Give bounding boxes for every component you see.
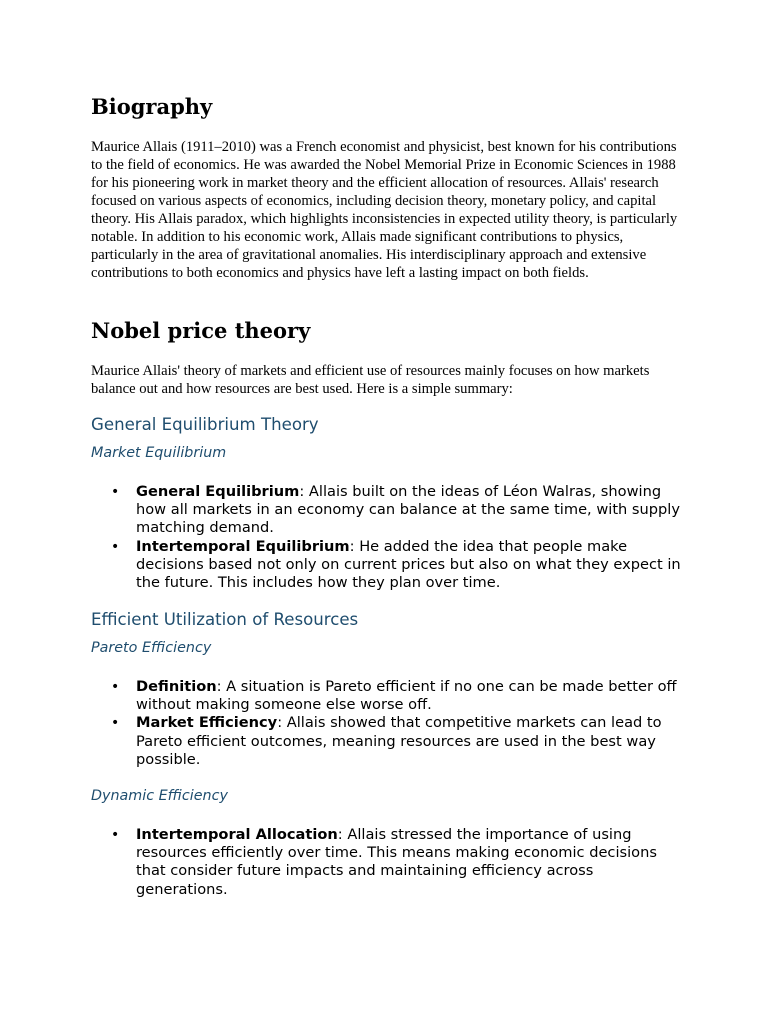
biography-paragraph: Maurice Allais (1911–2010) was a French economist and physicist, best known for his contributions to the field of economics. He was awarded the Nobel Memorial Prize in Economic Sciences in 1988 for his pioneering work in market theory and the efficient allocation of resources. Allais' research focused on various aspects of economics, including decision theory, monetary policy, and capital theory. His Allais paradox, which highlights inconsistencies in expected utility theory, is particularly notable. In addition to his economic work, Allais made significant contributions to physics, particularly in the area of gravitational anomalies. His interdisciplinary approach and extensive contributions to both economics and physics have left a lasting impact on both fields. xyxy=(91,139,678,281)
list-item-term: Intertemporal Equilibrium xyxy=(136,537,350,555)
general-equilibrium-heading: General Equilibrium Theory xyxy=(91,415,319,434)
list-item-term: Intertemporal Allocation xyxy=(136,826,338,843)
dynamic-efficiency-list xyxy=(91,826,691,899)
dynamic-efficiency-subheading: Dynamic Efficiency xyxy=(91,788,228,804)
efficient-utilization-heading: Efficient Utilization of Resources xyxy=(91,610,359,629)
list-item xyxy=(91,483,684,538)
bullet-icon: • xyxy=(111,484,120,500)
list-item-text: : Allais stressed the importance of using resources efficiently over time. This means making economic decisions that consider future impacts and maintaining efficiency across generations. xyxy=(136,826,657,898)
list-item-term: General Equilibrium xyxy=(136,483,300,500)
bullet-icon: • xyxy=(111,827,120,843)
list-item xyxy=(91,538,684,593)
list-item-text: : A situation is Pareto efficient if no one can be made better off without making someone else worse off. xyxy=(136,678,677,714)
list-item xyxy=(91,714,684,769)
list-item-text: : Allais built on the ideas of Léon Walras, showing how all markets in an economy can balance at the same time, with supply matching demand. xyxy=(136,483,680,537)
pareto-efficiency-list xyxy=(91,678,691,769)
list-item xyxy=(91,826,684,899)
list-item-term: Market Efficiency xyxy=(136,714,278,732)
pareto-efficiency-subheading: Pareto Efficiency xyxy=(91,640,212,656)
market-equilibrium-subheading: Market Equilibrium xyxy=(91,445,227,461)
nobel-intro-paragraph: Maurice Allais' theory of markets and efficient use of resources mainly focuses on how markets balance out and how resources are best used. Here is a simple summary: xyxy=(91,363,650,397)
list-item xyxy=(91,678,684,714)
market-equilibrium-list xyxy=(91,483,691,592)
list-item-term: Definition xyxy=(136,678,217,695)
list-item-text: : He added the idea that people make decisions based not only on current prices but also on what they expect in the future. This includes how they plan over time. xyxy=(136,537,681,592)
nobel-theory-heading: Nobel price theory xyxy=(91,318,311,343)
biography-heading: Biography xyxy=(91,94,213,119)
bullet-icon: • xyxy=(111,538,120,555)
bullet-icon: • xyxy=(111,715,120,732)
bullet-icon: • xyxy=(111,679,120,695)
list-item-text: : Allais showed that competitive markets can lead to Pareto efficient outcomes, meaning resources are used in the best way possible. xyxy=(136,714,662,768)
